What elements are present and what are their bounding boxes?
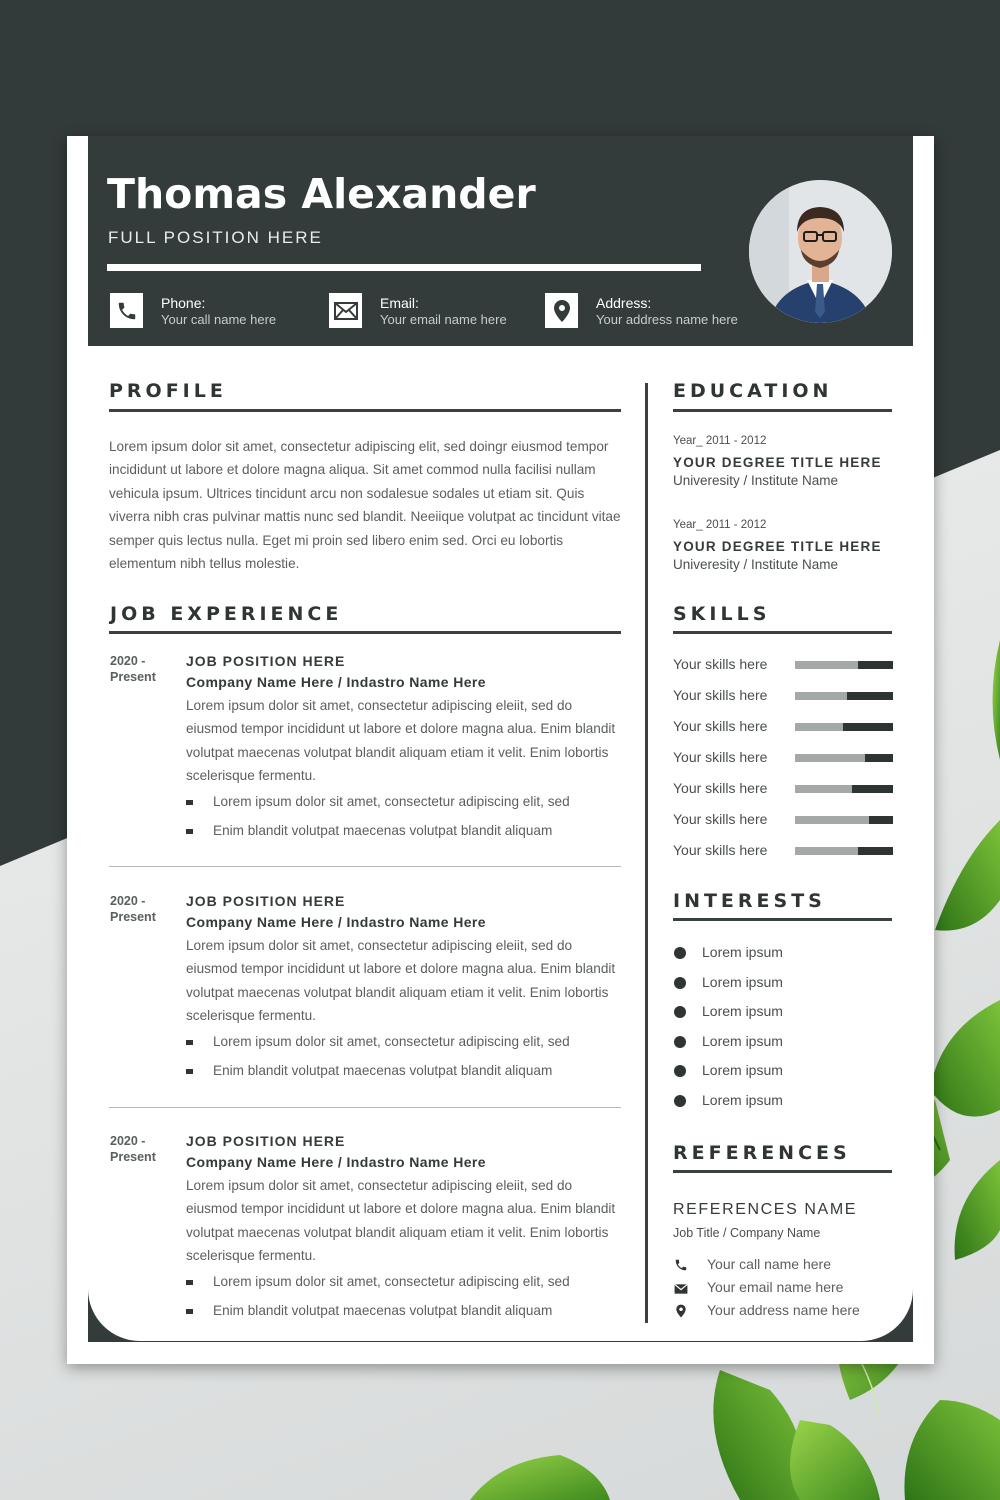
interest-item: Lorem ipsum xyxy=(702,1032,783,1049)
profile-text: Lorem ipsum dolor sit amet, consectetur adipiscing elit, sed doingr eiusmod tempor incididunt ut labore et dolore magna aliqua. Sit amet commod nulla facilisi nullam vehicula ipsum. Ultrices tincidunt arcu non sodalesue sodales ut etiam sit. Quis viverra nibh cras pulvinar mattis nunc sed blandit. Neeiique volutpat ac tincidunt vitae semper quis lectus nulla. Eget mi proin sed libero enim sed. Orci eu lobortis elementum nibh tellus molestie. xyxy=(109,439,621,572)
job-title: JOB POSITION HERE xyxy=(186,893,346,909)
skill-level-bar xyxy=(795,785,893,793)
full-name: Thomas Alexander xyxy=(107,170,536,218)
job-bullet: Lorem ipsum dolor sit amet, consectetur adipiscing elit, sed xyxy=(213,1274,570,1289)
interest-item: Lorem ipsum xyxy=(702,944,783,960)
phone-value: Your call name here xyxy=(161,312,277,327)
job-date-start: 2020 - xyxy=(110,1134,146,1148)
bullet-icon xyxy=(674,977,686,989)
reference-email: Your email name here xyxy=(707,1279,844,1295)
job-company: Company Name Here / Indastro Name Here xyxy=(186,674,486,690)
job-date xyxy=(110,1133,156,1165)
reference-address: Your address name here xyxy=(707,1302,860,1318)
skill-label: Your skills here xyxy=(673,811,768,827)
skill-level-fill xyxy=(795,847,858,855)
bullet-icon xyxy=(186,1309,193,1314)
education-degree: YOUR DEGREE TITLE HERE xyxy=(673,539,882,554)
job-date xyxy=(110,653,156,685)
column-divider xyxy=(645,383,648,1323)
bullet-icon xyxy=(186,1069,193,1074)
experience-heading: JOB EXPERIENCE xyxy=(110,603,343,625)
skills-rule xyxy=(673,631,892,634)
position-title: FULL POSITION HERE xyxy=(108,228,323,247)
job-date xyxy=(110,893,156,925)
phone-icon xyxy=(110,293,143,328)
bullet-icon xyxy=(186,800,193,805)
interest-item: Lorem ipsum xyxy=(702,973,783,990)
interest-item: Lorem ipsum xyxy=(702,1091,783,1108)
job-title: JOB POSITION HERE xyxy=(186,653,346,669)
skill-level-bar xyxy=(795,847,893,855)
skill-level-bar xyxy=(795,661,893,669)
skill-label: Your skills here xyxy=(673,842,768,858)
bullet-icon xyxy=(186,1040,193,1045)
email-icon xyxy=(329,293,362,328)
skill-level-fill xyxy=(795,692,847,700)
bullet-icon xyxy=(674,1006,686,1018)
skill-level-bar xyxy=(795,816,893,824)
job-title: JOB POSITION HERE xyxy=(186,1133,346,1149)
job-date-start: 2020 - xyxy=(110,894,146,908)
email-value: Your email name here xyxy=(380,312,507,327)
job-date-end: Present xyxy=(110,1150,156,1164)
job-separator xyxy=(109,1107,621,1108)
education-degree: YOUR DEGREE TITLE HERE xyxy=(673,455,882,470)
job-bullet: Enim blandit volutpat maecenas volutpat blandit aliquam xyxy=(213,1303,553,1318)
profile-heading: PROFILE xyxy=(109,380,227,402)
job-description: Lorem ipsum dolor sit amet, consectetur adipiscing eleiit, sed do eiusmod tempor incididunt ut labore et dolore magna alua. Enim blandit volutpat maecenas volutpat blandit aliquam etiam it velit. Enim lobortis scelerisque fermentu. xyxy=(186,698,616,784)
skill-level-fill xyxy=(795,785,852,793)
job-bullet: Lorem ipsum dolor sit amet, consectetur adipiscing elit, sed xyxy=(213,1034,570,1049)
skill-level-bar xyxy=(795,692,893,700)
job-date-end: Present xyxy=(110,670,156,684)
education-year: Year_ 2011 - 2012 xyxy=(673,519,767,531)
job-company: Company Name Here / Indastro Name Here xyxy=(186,914,486,930)
education-school: Univeresity / Institute Name xyxy=(673,557,839,572)
job-date-end: Present xyxy=(110,910,156,924)
profile-photo xyxy=(749,180,892,323)
address-label: Address: xyxy=(596,295,652,311)
location-pin-icon xyxy=(674,1304,688,1318)
skill-level-fill xyxy=(795,754,865,762)
skill-level-bar xyxy=(795,723,893,731)
reference-phone: Your call name here xyxy=(707,1256,832,1272)
skill-label: Your skills here xyxy=(673,656,768,672)
job-bullet: Enim blandit volutpat maecenas volutpat blandit aliquam xyxy=(213,1063,553,1078)
skill-label: Your skills here xyxy=(673,687,768,703)
job-bullet: Enim blandit volutpat maecenas volutpat blandit aliquam xyxy=(213,823,553,838)
profile-rule xyxy=(109,409,621,412)
email-label: Email: xyxy=(380,295,419,311)
location-pin-icon xyxy=(545,293,578,328)
skill-level-fill xyxy=(795,723,843,731)
references-heading: REFERENCES xyxy=(673,1142,851,1164)
job-bullet: Lorem ipsum dolor sit amet, consectetur adipiscing elit, sed xyxy=(213,794,570,809)
skill-level-fill xyxy=(795,661,858,669)
job-company: Company Name Here / Indastro Name Here xyxy=(186,1154,486,1170)
bullet-icon xyxy=(674,1036,686,1048)
education-year: Year_ 2011 - 2012 xyxy=(673,435,767,447)
bullet-icon xyxy=(674,947,686,959)
references-rule xyxy=(673,1170,892,1173)
skill-label: Your skills here xyxy=(673,718,768,734)
email-icon xyxy=(674,1282,688,1296)
phone-label: Phone: xyxy=(161,295,206,311)
skills-heading: SKILLS xyxy=(673,603,771,625)
job-separator xyxy=(109,866,621,867)
interests-heading: INTERESTS xyxy=(673,890,826,912)
job-description: Lorem ipsum dolor sit amet, consectetur adipiscing eleiit, sed do eiusmod tempor incididunt ut labore et dolore magna alua. Enim blandit volutpat maecenas volutpat blandit aliquam etiam it velit. Enim lobortis scelerisque fermentu. xyxy=(186,938,616,1024)
interests-rule xyxy=(673,918,892,921)
job-description: Lorem ipsum dolor sit amet, consectetur adipiscing eleiit, sed do eiusmod tempor incididunt ut labore et dolore magna alua. Enim blandit volutpat maecenas volutpat blandit aliquam etiam it velit. Enim lobortis scelerisque fermentu. xyxy=(186,1178,616,1264)
header-rule xyxy=(107,264,701,271)
skill-label: Your skills here xyxy=(673,749,768,765)
reference-job: Job Title / Company Name xyxy=(673,1226,821,1240)
phone-icon xyxy=(674,1258,688,1272)
job-date-start: 2020 - xyxy=(110,654,146,668)
address-value: Your address name here xyxy=(596,312,738,327)
bullet-icon xyxy=(674,1065,686,1077)
education-rule xyxy=(673,409,892,412)
skill-label: Your skills here xyxy=(673,780,768,796)
reference-name: REFERENCES NAME xyxy=(673,1201,858,1218)
education-school: Univeresity / Institute Name xyxy=(673,473,839,488)
education-heading: EDUCATION xyxy=(673,380,833,402)
skill-level-bar xyxy=(795,754,893,762)
bullet-icon xyxy=(674,1095,686,1107)
bullet-icon xyxy=(186,1280,193,1285)
interest-item: Lorem ipsum xyxy=(702,1003,783,1019)
bullet-icon xyxy=(186,829,193,834)
skill-level-fill xyxy=(795,816,869,824)
interest-item: Lorem ipsum xyxy=(702,1062,783,1078)
experience-rule xyxy=(109,631,621,634)
